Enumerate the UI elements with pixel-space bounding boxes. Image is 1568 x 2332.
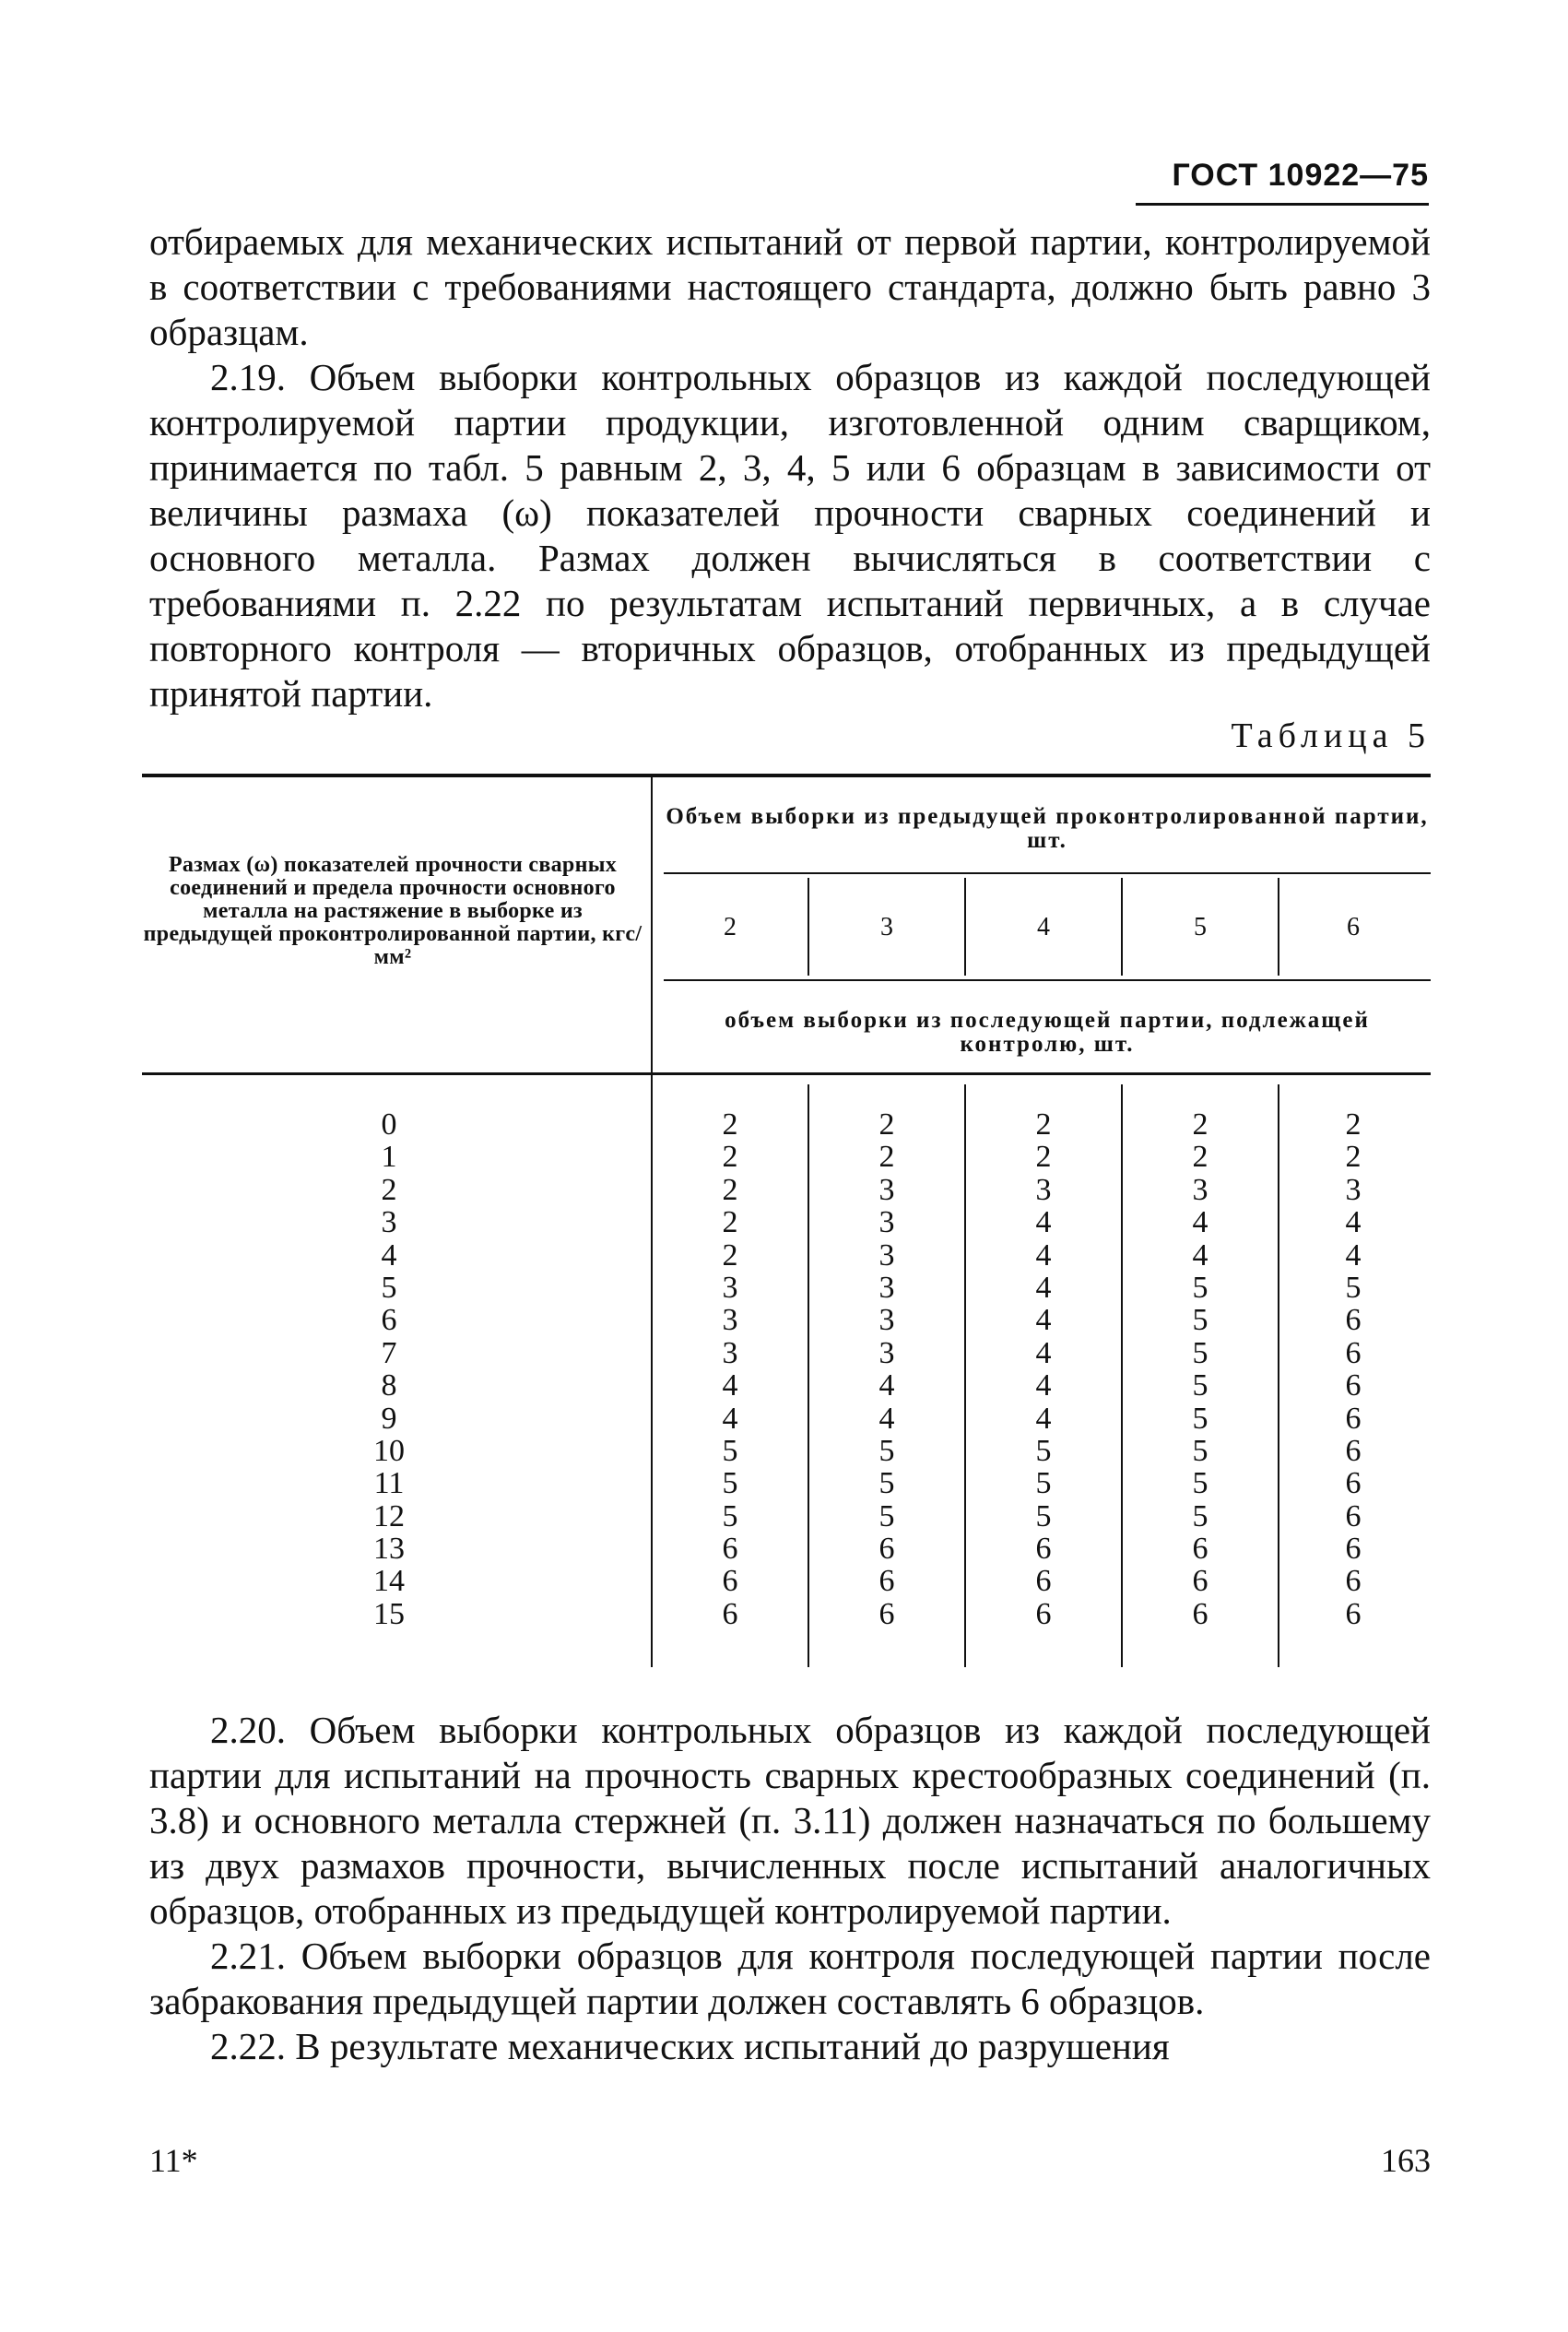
sample-size-column xyxy=(850,1108,924,1630)
group-header-next: объем выборки из последующей партии, подлежащей контролю, шт. xyxy=(725,1008,1370,1057)
sample-size-cell: 5 xyxy=(722,1498,738,1533)
sample-size-cell: 6 xyxy=(1345,1335,1362,1370)
sample-size-cell: 5 xyxy=(1192,1368,1208,1403)
paragraph-continuation: отбираемых для механических испытаний от первой партии, контролируемой в соответствии с требованиями настоящего стандарта, должно быть равно 3 образцам. xyxy=(149,220,1431,353)
text-block-top xyxy=(149,219,1431,716)
table-sizes-divider-3 xyxy=(1121,878,1123,976)
signature-mark: 11* xyxy=(149,2142,198,2179)
sample-size-cell: 2 xyxy=(1345,1140,1362,1175)
sample-size-cell: 3 xyxy=(722,1303,738,1338)
row-header: Размах (ω) показателей прочности сварных соединений и предела прочности основного металла на растяжение в выборке из предыдущей проконтролированной партии, кгс/мм² xyxy=(143,853,643,969)
sample-size-cell: 5 xyxy=(1192,1303,1208,1338)
table-sizes-divider-1 xyxy=(808,878,809,976)
sample-size-cell: 3 xyxy=(1035,1172,1052,1207)
sample-size-cell: 4 xyxy=(1345,1205,1362,1240)
sample-size-cell: 4 xyxy=(1035,1401,1052,1436)
table-sizes-divider-2 xyxy=(964,878,966,976)
sample-size-cell: 6 xyxy=(722,1532,738,1567)
sample-size-cell: 4 xyxy=(878,1368,895,1403)
range-cell: 15 xyxy=(373,1596,405,1631)
range-cell: 9 xyxy=(381,1401,397,1436)
sample-size-cell: 4 xyxy=(722,1401,738,1436)
range-cell: 10 xyxy=(373,1433,405,1468)
sample-size-cell: 6 xyxy=(1345,1532,1362,1567)
text-block-bottom xyxy=(149,1708,1431,2069)
sample-size-cell: 2 xyxy=(1192,1107,1208,1142)
sample-size-cell: 6 xyxy=(1345,1303,1362,1338)
sample-size-cell: 6 xyxy=(1035,1564,1052,1599)
sample-size-cell: 6 xyxy=(1345,1433,1362,1468)
page-number: 163 xyxy=(1381,2142,1431,2179)
sample-size-cell: 6 xyxy=(1345,1596,1362,1631)
sample-size-cell: 4 xyxy=(1192,1205,1208,1240)
range-cell: 1 xyxy=(381,1140,397,1175)
prev-size-label: 3 xyxy=(880,913,893,941)
standard-header: ГОСТ 10922—75 xyxy=(1136,155,1429,206)
sample-size-cell: 4 xyxy=(1035,1205,1052,1240)
table-body-divider-1 xyxy=(808,1084,809,1667)
range-column xyxy=(352,1108,426,1630)
table-header-rule-1 xyxy=(664,872,1431,874)
sample-size-cell: 6 xyxy=(1192,1532,1208,1567)
sample-size-cell: 5 xyxy=(1035,1466,1052,1501)
sample-size-cell: 6 xyxy=(1345,1401,1362,1436)
sample-size-cell: 6 xyxy=(722,1596,738,1631)
range-cell: 12 xyxy=(373,1498,405,1533)
sample-size-cell: 6 xyxy=(1345,1368,1362,1403)
sample-size-cell: 5 xyxy=(1192,1270,1208,1305)
sample-size-cell: 4 xyxy=(1035,1303,1052,1338)
group-header-previous: Объем выборки из предыдущей проконтролированной партии, шт. xyxy=(666,804,1429,853)
paragraph-2-20: 2.20. Объем выборки контрольных образцов из каждой последующей партии для испытаний на прочность сварных крестообразных соединений (п. 3.8) и основного металла стержней (п. 3.11) должен назначаться по большему из двух размахов прочности, вычисленных после испытаний аналогичных образцов, отобранных из предыдущей контролируемой партии. xyxy=(149,1709,1431,1932)
sample-size-cell: 3 xyxy=(878,1303,895,1338)
sample-size-cell: 6 xyxy=(1192,1564,1208,1599)
range-cell: 13 xyxy=(373,1532,405,1567)
sample-size-cell: 2 xyxy=(722,1237,738,1273)
sample-size-cell: 3 xyxy=(1345,1172,1362,1207)
sample-size-cell: 6 xyxy=(722,1564,738,1599)
range-cell: 8 xyxy=(381,1368,397,1403)
table-body-divider-4 xyxy=(1278,1084,1279,1667)
sample-size-cell: 4 xyxy=(1035,1237,1052,1273)
sample-size-column xyxy=(693,1108,767,1630)
sample-size-cell: 6 xyxy=(878,1596,895,1631)
range-cell: 5 xyxy=(381,1270,397,1305)
sample-size-cell: 2 xyxy=(1192,1140,1208,1175)
sample-size-cell: 4 xyxy=(1035,1368,1052,1403)
sample-size-cell: 5 xyxy=(722,1433,738,1468)
sample-size-cell: 5 xyxy=(878,1433,895,1468)
sample-size-cell: 3 xyxy=(878,1335,895,1370)
sample-size-cell: 6 xyxy=(1345,1466,1362,1501)
prev-size-label: 5 xyxy=(1194,913,1207,941)
range-cell: 14 xyxy=(373,1564,405,1599)
range-cell: 11 xyxy=(373,1466,405,1501)
sample-size-cell: 2 xyxy=(878,1107,895,1142)
table-top-rule xyxy=(142,774,1431,777)
sample-size-cell: 2 xyxy=(722,1140,738,1175)
range-cell: 0 xyxy=(381,1107,397,1142)
sample-size-cell: 6 xyxy=(1345,1498,1362,1533)
paragraph-2-22: 2.22. В результате механических испытаний до разрушения xyxy=(210,2025,1170,2067)
sample-size-cell: 5 xyxy=(878,1466,895,1501)
prev-size-label: 2 xyxy=(724,913,737,941)
sample-size-column xyxy=(1007,1108,1080,1630)
table-body-divider-3 xyxy=(1121,1084,1123,1667)
sample-size-column xyxy=(1163,1108,1237,1630)
sample-size-cell: 5 xyxy=(1192,1335,1208,1370)
sample-size-cell: 4 xyxy=(1035,1270,1052,1305)
range-cell: 2 xyxy=(381,1172,397,1207)
prev-size-label: 4 xyxy=(1037,913,1050,941)
sample-size-cell: 6 xyxy=(1035,1596,1052,1631)
sample-size-cell: 2 xyxy=(1035,1140,1052,1175)
sample-size-cell: 3 xyxy=(878,1172,895,1207)
sample-size-cell: 4 xyxy=(1192,1237,1208,1273)
sample-size-cell: 6 xyxy=(1035,1532,1052,1567)
sample-size-column xyxy=(1316,1108,1390,1630)
sample-size-cell: 2 xyxy=(722,1172,738,1207)
sample-size-cell: 5 xyxy=(878,1498,895,1533)
sample-size-cell: 3 xyxy=(722,1335,738,1370)
range-cell: 3 xyxy=(381,1205,397,1240)
range-cell: 4 xyxy=(381,1237,397,1273)
range-cell: 7 xyxy=(381,1335,397,1370)
table-body-divider-2 xyxy=(964,1084,966,1667)
table-caption: Таблица 5 xyxy=(1231,716,1431,755)
sample-size-cell: 5 xyxy=(1345,1270,1362,1305)
sample-size-cell: 6 xyxy=(878,1564,895,1599)
sample-size-cell: 6 xyxy=(878,1532,895,1567)
sample-size-cell: 4 xyxy=(1345,1237,1362,1273)
sample-size-cell: 4 xyxy=(878,1401,895,1436)
sample-size-cell: 2 xyxy=(722,1107,738,1142)
sample-size-cell: 2 xyxy=(1345,1107,1362,1142)
sample-size-cell: 5 xyxy=(1192,1401,1208,1436)
sample-size-cell: 2 xyxy=(722,1205,738,1240)
sample-size-cell: 5 xyxy=(1035,1498,1052,1533)
sample-size-cell: 4 xyxy=(722,1368,738,1403)
table-sizes-divider-4 xyxy=(1278,878,1279,976)
sample-size-cell: 3 xyxy=(878,1270,895,1305)
sample-size-cell: 5 xyxy=(722,1466,738,1501)
sample-size-cell: 2 xyxy=(878,1140,895,1175)
sample-size-cell: 5 xyxy=(1192,1498,1208,1533)
sample-size-cell: 5 xyxy=(1192,1466,1208,1501)
table-header-bottom-rule xyxy=(142,1072,1431,1075)
sample-size-cell: 2 xyxy=(1035,1107,1052,1142)
prev-size-label: 6 xyxy=(1347,913,1360,941)
sample-size-cell: 3 xyxy=(722,1270,738,1305)
table-header-rule-2 xyxy=(664,979,1431,981)
paragraph-2-19: 2.19. Объем выборки контрольных образцов из каждой последующей контролируемой партии продукции, изготовленной одним сварщиком, принимается по табл. 5 равным 2, 3, 4, 5 или 6 образцам в зависимости от величины размаха (ω) показателей прочности сварных соединений и основного металла. Размах должен вычисляться в соответствии с требованиями п. 2.22 по результатам испытаний первичных, а в случае повторного контроля — вторичных образцов, отобранных из предыдущей принятой партии. xyxy=(149,356,1431,715)
sample-size-cell: 6 xyxy=(1345,1564,1362,1599)
sample-size-cell: 5 xyxy=(1192,1433,1208,1468)
sample-size-cell: 3 xyxy=(878,1205,895,1240)
table-main-vertical-divider xyxy=(651,777,653,1667)
sample-size-cell: 5 xyxy=(1035,1433,1052,1468)
sample-size-cell: 3 xyxy=(878,1237,895,1273)
sample-size-cell: 4 xyxy=(1035,1335,1052,1370)
sample-size-cell: 6 xyxy=(1192,1596,1208,1631)
range-cell: 6 xyxy=(381,1303,397,1338)
paragraph-2-21: 2.21. Объем выборки образцов для контроля последующей партии после забракования предыдущей партии должен составлять 6 образцов. xyxy=(149,1935,1431,2022)
sample-size-cell: 3 xyxy=(1192,1172,1208,1207)
